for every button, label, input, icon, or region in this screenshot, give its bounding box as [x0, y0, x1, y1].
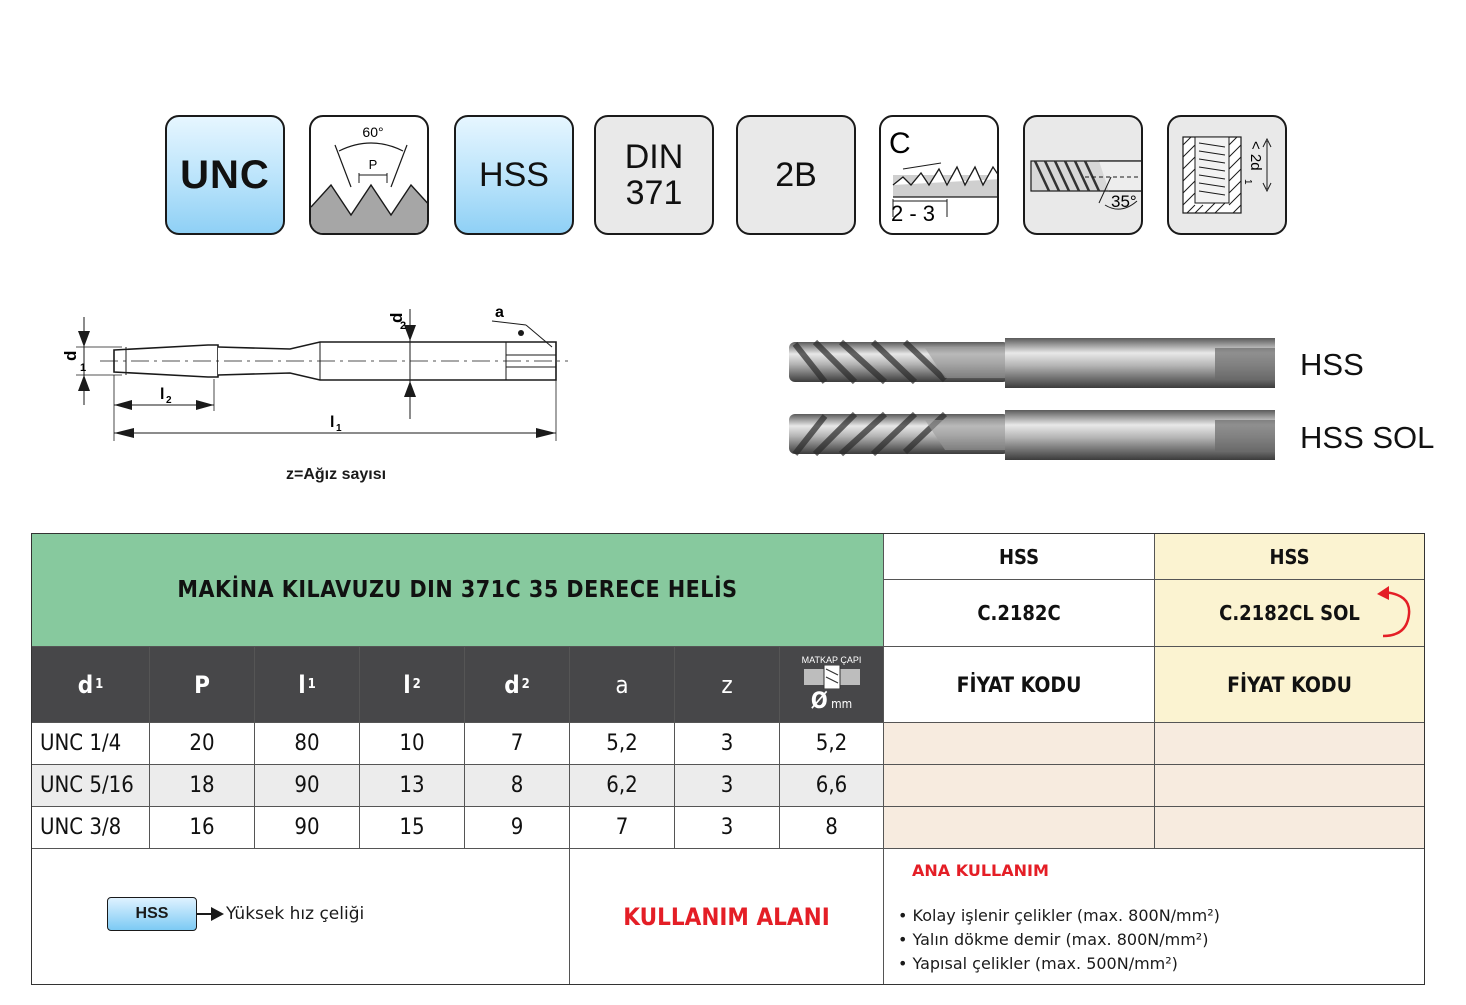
hss-material-icon	[454, 115, 574, 235]
thread-depth-icon	[1167, 115, 1287, 235]
chamfer-form-text: C	[889, 127, 911, 160]
price-cell	[884, 723, 1155, 765]
arrow-right-icon	[197, 905, 225, 923]
table-cell-l1: 90	[255, 807, 360, 849]
flute-count-note: z=Ağız sayısı	[286, 466, 387, 483]
usage-area-title: KULLANIM ALANI	[570, 849, 884, 984]
table-cell-drill: 6,6	[780, 765, 884, 807]
d2-sub: 2	[400, 320, 407, 332]
hss-legend-description: Yüksek hız çeliği	[226, 904, 365, 924]
price-cell	[884, 765, 1155, 807]
drill-unit: Ø mm	[810, 689, 853, 714]
d1-label: d	[61, 350, 80, 361]
header-p: P	[150, 647, 255, 723]
table-cell-d2: 8	[465, 765, 570, 807]
price-cell-sol	[1155, 723, 1424, 765]
price-cell-sol	[1155, 807, 1424, 849]
left-hand-arrow-icon	[1375, 586, 1415, 642]
header-l1: l 1	[255, 647, 360, 723]
list-item: • Yalın dökme demir (max. 800N/mm²)	[898, 930, 1209, 949]
l1-label: l	[330, 414, 335, 431]
product-code-sol-text: C.2182CL SOL	[1219, 601, 1360, 625]
main-usage-title: ANA KULLANIM	[912, 861, 1049, 880]
table-cell-drill: 8	[780, 807, 884, 849]
header-d1: d 1	[32, 647, 150, 723]
table-title: MAKİNA KILAVUZU DIN 371C 35 DERECE HELİS	[32, 534, 884, 647]
hss-legend-key: HSS	[107, 897, 197, 931]
product-code-cell: C.2182C	[884, 580, 1155, 647]
drill-header-text: MATKAP ÇAPI	[801, 655, 862, 665]
table-cell-z: 3	[675, 723, 780, 765]
tolerance-icon	[736, 115, 856, 235]
helix-angle-icon	[1023, 115, 1143, 235]
main-usage-list	[898, 904, 1220, 976]
unc-standard-icon	[165, 115, 285, 235]
table-cell-l2: 13	[360, 765, 465, 807]
price-code-sol-header: FİYAT KODU	[1155, 647, 1424, 723]
depth-sub-text: 1	[1242, 179, 1253, 185]
l1-sub: 1	[336, 423, 342, 434]
drill-icon	[804, 665, 860, 689]
table-cell-l1: 90	[255, 765, 360, 807]
a-label: a	[495, 304, 504, 321]
table-cell-a: 7	[570, 807, 675, 849]
hss-label: HSS	[479, 156, 549, 194]
hss-tap-photo	[785, 334, 1285, 392]
header-z: z	[675, 647, 780, 723]
table-cell-z: 3	[675, 807, 780, 849]
hss-column-header: HSS	[884, 534, 1155, 580]
thread-profile-icon	[309, 115, 429, 235]
table-cell-l2: 10	[360, 723, 465, 765]
helix-angle-text: 35°	[1111, 192, 1137, 211]
table-cell-l2: 15	[360, 807, 465, 849]
price-code-header: FİYAT KODU	[884, 647, 1155, 723]
l2-sub: 2	[166, 395, 172, 406]
unc-label: UNC	[180, 152, 270, 197]
list-item: • Kolay işlenir çelikler (max. 800N/mm²)	[898, 906, 1220, 925]
table-cell-l1: 80	[255, 723, 360, 765]
table-cell-a: 6,2	[570, 765, 675, 807]
table-cell-p: 16	[150, 807, 255, 849]
table-cell-z: 3	[675, 765, 780, 807]
tap-dimension-drawing	[40, 295, 600, 495]
hss-sol-photo-label: HSS SOL	[1300, 420, 1435, 455]
hss-sol-column-header: HSS	[1155, 534, 1424, 580]
header-d2: d 2	[465, 647, 570, 723]
chamfer-form-icon	[879, 115, 999, 235]
din-label: DIN	[624, 138, 684, 176]
header-drill-diameter	[780, 647, 884, 723]
table-cell-p: 18	[150, 765, 255, 807]
table-cell-d2: 7	[465, 723, 570, 765]
chamfer-threads-text: 2 - 3	[891, 201, 936, 226]
hss-sol-tap-photo	[785, 406, 1285, 464]
header-l2: l 2	[360, 647, 465, 723]
price-cell	[884, 807, 1155, 849]
table-cell-d2: 9	[465, 807, 570, 849]
din-standard-icon	[594, 115, 714, 235]
table-cell-a: 5,2	[570, 723, 675, 765]
table-cell-p: 20	[150, 723, 255, 765]
header-a: a	[570, 647, 675, 723]
din-number: 371	[625, 174, 683, 212]
list-item: • Yapısal çelikler (max. 500N/mm²)	[898, 954, 1178, 973]
d2-label: d	[387, 312, 406, 323]
table-row-name: UNC 3/8	[32, 807, 150, 849]
tolerance-label: 2B	[775, 156, 817, 194]
pitch-text: P	[368, 157, 378, 172]
table-row-name: UNC 1/4	[32, 723, 150, 765]
hss-photo-label: HSS	[1300, 347, 1364, 382]
depth-text: < 2d	[1247, 141, 1264, 171]
d1-sub: 1	[80, 362, 87, 374]
angle-text: 60°	[362, 124, 384, 140]
table-row-name: UNC 5/16	[32, 765, 150, 807]
l2-label: l	[160, 386, 165, 403]
product-code-sol-cell	[1155, 580, 1424, 647]
price-cell-sol	[1155, 765, 1424, 807]
table-cell-drill: 5,2	[780, 723, 884, 765]
